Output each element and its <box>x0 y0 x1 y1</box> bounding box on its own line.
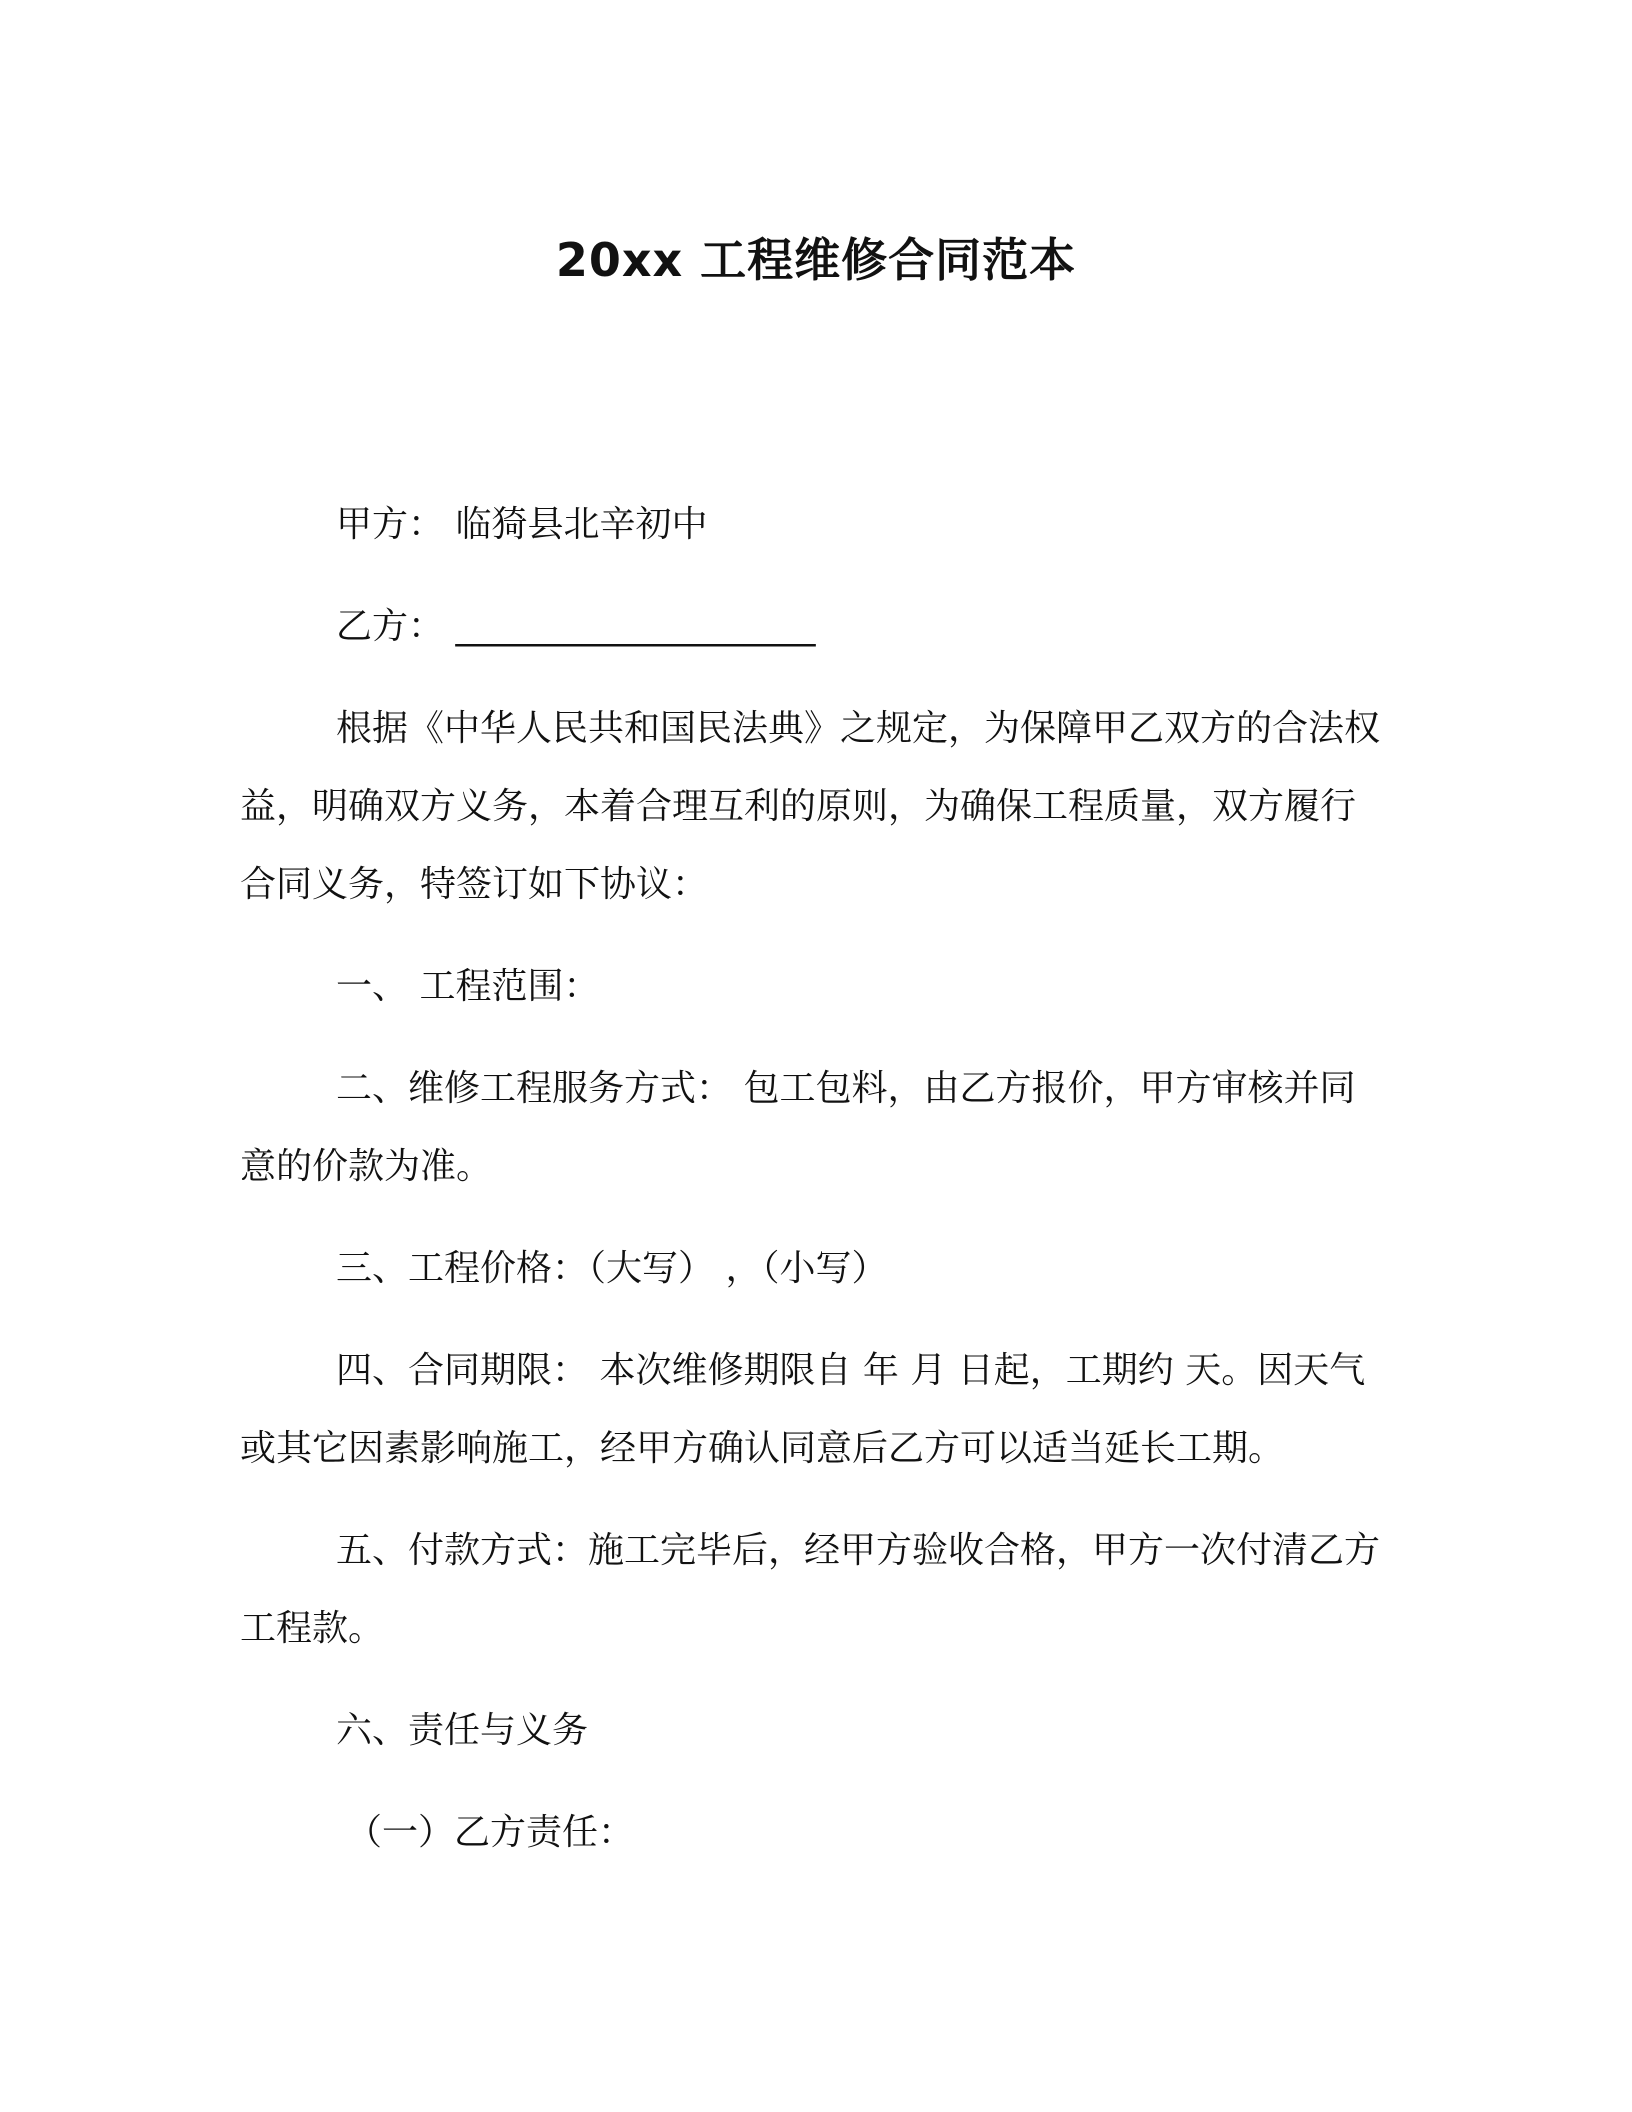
party-a-line: 甲方： 临猗县北辛初中 <box>336 504 708 545</box>
clause-2-service-method: 二、维修工程服务方式： 包工包料，由乙方报价，甲方审核并同意的价款为准。 <box>240 1068 1356 1187</box>
clause-3-price: 三、工程价格：（大写） ，（小写） <box>336 1248 888 1289</box>
clause-5-payment: 五、付款方式：施工完毕后，经甲方验收合格，甲方一次付清乙方工程款。 <box>240 1530 1381 1649</box>
party-b-line: 乙方： ____________________ <box>336 606 816 647</box>
document-title: 20xx 工程维修合同范本 <box>555 233 1077 287</box>
clause-1-scope: 一、 工程范围： <box>336 966 600 1007</box>
preamble-paragraph: 根据《中华人民共和国民法典》之规定，为保障甲乙双方的合法权益，明确双方义务，本着合理互利的原则，为确保工程质量，双方履行合同义务，特签订如下协议： <box>240 708 1381 905</box>
clause-4-term: 四、合同期限： 本次维修期限自 年 月 日起，工期约 天。因天气或其它因素影响施工，经甲方确认同意后乙方可以适当延长工期。 <box>240 1350 1366 1469</box>
clause-6-responsibilities: 六、责任与义务 <box>336 1710 589 1751</box>
clause-6-1-party-b-duties: （一）乙方责任： <box>346 1812 635 1853</box>
